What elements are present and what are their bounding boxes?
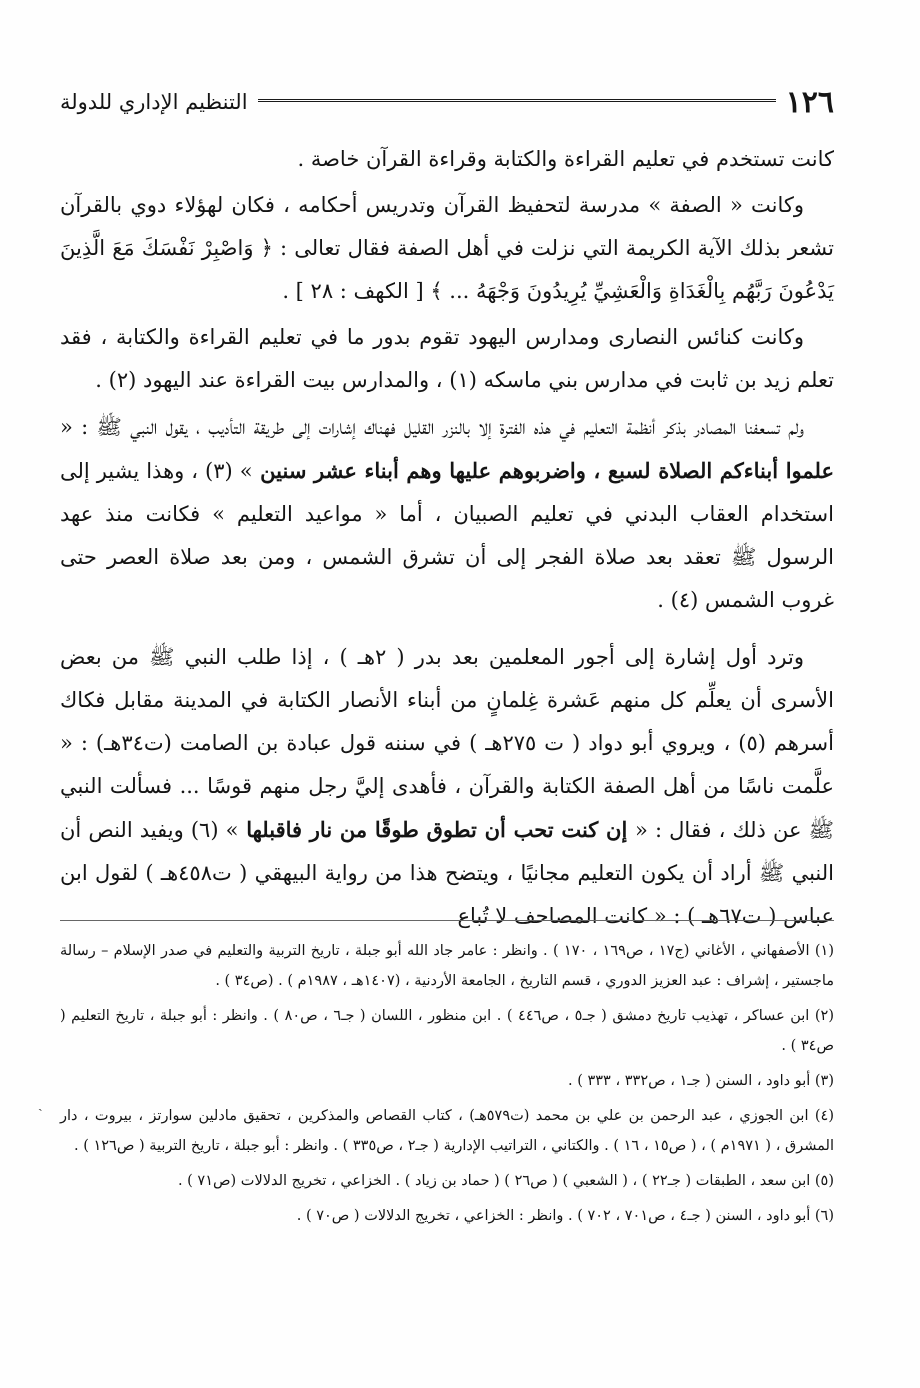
paragraph-2-text: وكانت « الصفة » مدرسة لتحفيظ القرآن وتدريس أحكامه ، فكان لهؤلاء دوي بالقرآن تشعر بذلك الآية الكريمة التي نزلت في أهل الصفة فقال تعالى : ﴿ وَاصْبِرْ نَفْسَكَ مَعَ الَّذِينَ يَدْعُونَ رَبَّهُم بِالْغَدَاةِ وَالْعَشِيِّ يُرِيدُونَ وَجْهَهُ ... ﴾ [ الكهف : ٢٨ ] . [60,193,834,303]
paragraph-1-text: كانت تستخدم في تعليم القراءة والكتابة وقراءة القرآن خاصة . [297,147,834,171]
header-rule [258,99,776,105]
body-text [60,138,834,938]
paragraph-5-text-b: » (٦) ويفيد النص أن النبي ﷺ أراد أن يكون التعليم مجانيًا ، ويتضح هذا من رواية البيهقي ( ت٤٥٨هـ ) لقول ابن عباس ( ت٦٧هـ ) : « كانت المصاحف لا تُباع [60,818,834,928]
footnote-2: (٢) ابن عساكر ، تهذيب تاريخ دمشق ( جـ٥ ، ص٤٤٦ ) . ابن منظور ، اللسان ( جـ٦ ، ص٨٠ ) . وانظر : أبو جبلة ، تاريخ التعليم ( ص٣٤ ) . [60,1008,834,1054]
paragraph-4 [60,405,834,622]
footnote-6: (٦) أبو داود ، السنن ( جـ٤ ، ص٧٠١ ، ٧٠٢ ) . وانظر : الخزاعي ، تخريج الدلالات ( ص٧٠ ) . [296,1208,834,1224]
paragraph-1 [60,138,834,181]
paragraph-2 [60,184,834,313]
paragraph-4-text-a: ولم تسعفنا المصادر بذكر أنظمة التعليم في هذه الفترة إلا بالنزر القليل فهناك إشارات إلى طريقة التأديب ، يقول النبي ﷺ : « [60,415,805,439]
page-header [60,82,834,122]
paragraph-3 [60,316,834,402]
hadith-quote-2: إن كنت تحب أن تطوق طوقًا من نار فاقبلها [238,817,636,842]
hadith-quote-1: علموا أبناءكم الصلاة لسبع ، واضربوهم عليها وهم أبناء عشر سنين [252,458,834,483]
margin-mark: ˎ [38,1096,43,1112]
footnote-3: (٣) أبو داود ، السنن ( جـ١ ، ص٣٣٢ ، ٣٣٣ ) . [568,1073,834,1089]
footnote-1: (١) الأصفهاني ، الأغاني (ج١٧ ، ص١٦٩ ، ١٧٠ ) . وانظر : عامر جاد الله أبو جبلة ، تاريخ التربية والتعليم في صدر الإسلام – رسالة ماجستير ، إشراف : عبد العزيز الدوري ، قسم التاريخ ، الجامعة الأردنية ، (١٤٠٧هـ ، ١٩٨٧م ) . (ص٣٤ ) . [60,943,834,989]
running-title: التنظيم الإداري للدولة [60,90,248,114]
paragraph-4-text-b: » (٣) ، وهذا يشير إلى استخدام العقاب البدني في تعليم الصبيان ، أما « مواعيد التعليم » فكانت منذ عهد الرسول ﷺ تعقد بعد صلاة الفجر إلى أن تشرق الشمس ، ومن بعد صلاة العصر حتى غروب الشمس (٤) . [60,459,834,612]
paragraph-3-text: وكانت كنائس النصارى ومدارس اليهود تقوم بدور ما في تعليم القراءة والكتابة ، فقد تعلم زيد بن ثابت في مدارس بني ماسكه (١) ، والمدارس بيت القراءة عند اليهود (٢) . [60,325,834,392]
paragraph-5 [60,636,834,938]
paragraph-5-text-a: وترد أول إشارة إلى أجور المعلمين بعد بدر ( ٢هـ ) ، إذا طلب النبي ﷺ من بعض الأسرى أن يعلِّم كل منهم عَشرة غِلمانٍ من أبناء الأنصار الكتابة في المدينة مقابل فكاك أسرهم (٥) ، ويروي أبو دواد ( ت ٢٧٥هـ ) في سننه قول عبادة بن الصامت (ت٣٤هـ) : « علَّمت ناسًا من أهل الصفة الكتابة والقرآن ، فأهدى إليَّ رجل منهم قوسًا ... فسألت النبي ﷺ عن ذلك ، فقال : « [60,645,835,842]
page-number: ١٢٦ [785,84,834,120]
footnotes [60,936,834,1236]
footnote-separator [60,920,834,921]
footnote-4: (٤) ابن الجوزي ، عبد الرحمن بن علي بن محمد (ت٥٧٩هـ) ، كتاب القصاص والمذكرين ، تحقيق مادلين سوارتز ، بيروت ، دار المشرق ، ( ١٩٧١م ) ، ( ص١٥ ، ١٦ ) . والكتاني ، التراتيب الإدارية ( جـ٢ ، ص٣٣٥ ) . وانظر : أبو جبلة ، تاريخ التربية ( ص١٢٦ ) . [60,1108,834,1154]
footnote-5: (٥) ابن سعد ، الطبقات ( جـ٢٢ ) ، ( الشعبي ) ( ص٢٦ ) ( حماد بن زياد ) . الخزاعي ، تخريج الدلالات (ص٧١ ) . [177,1173,834,1189]
